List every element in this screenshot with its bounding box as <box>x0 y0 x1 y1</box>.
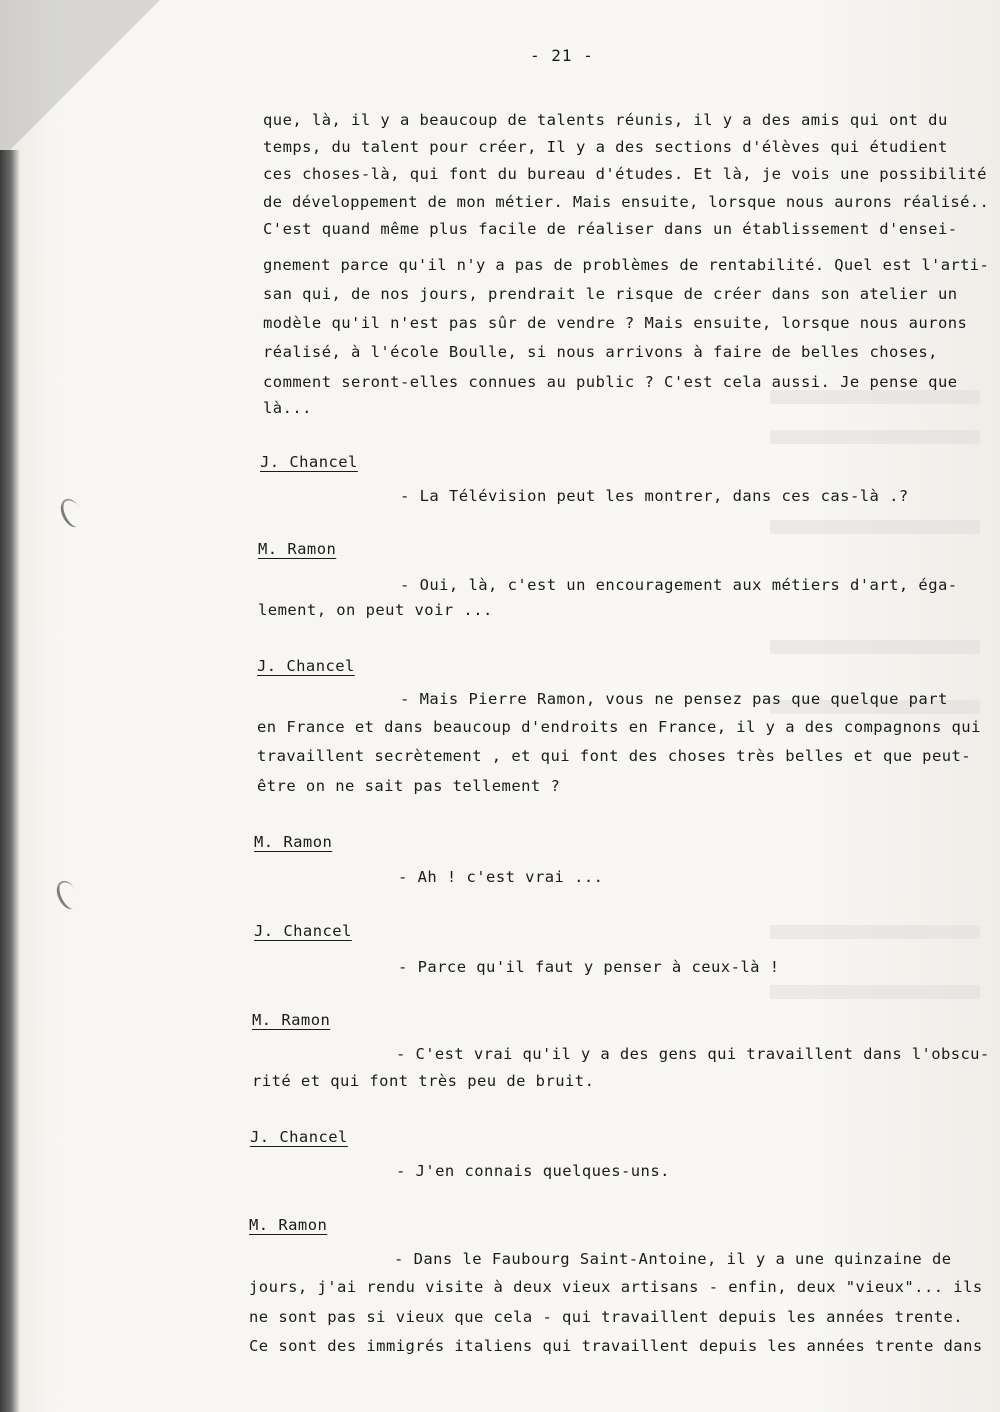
paragraph-line: que, là, il y a beaucoup de talents réunis, il y a des amis qui ont du <box>263 111 948 129</box>
paragraph-line: réalisé, à l'école Boulle, si nous arrivons à faire de belles choses, <box>263 343 938 361</box>
bleed-through-mark <box>770 640 980 654</box>
page-number: - 21 - <box>530 46 594 65</box>
dialogue-line: - Ah ! c'est vrai ... <box>398 868 604 886</box>
speaker-label: J. Chancel <box>254 922 352 940</box>
dialogue-line: en France et dans beaucoup d'endroits en France, il y a des compagnons qui <box>257 718 981 736</box>
dialogue-line: - Dans le Faubourg Saint-Antoine, il y a une quinzaine de <box>394 1250 952 1268</box>
dialogue-line: travaillent secrètement , et qui font des choses très belles et que peut- <box>257 747 972 765</box>
paragraph-line: là... <box>263 399 312 417</box>
speaker-label: J. Chancel <box>260 453 358 471</box>
paragraph-line: comment seront-elles connues au public ? C'est cela aussi. Je pense que <box>263 373 958 391</box>
dialogue-line: - La Télévision peut les montrer, dans ces cas-là .? <box>400 487 909 505</box>
paragraph-line: C'est quand même plus facile de réaliser dans un établissement d'ensei- <box>263 220 958 238</box>
dialogue-line: rité et qui font très peu de bruit. <box>252 1072 595 1090</box>
bleed-through-mark <box>770 985 980 999</box>
paragraph-line: de développement de mon métier. Mais ensuite, lorsque nous aurons réalisé.. <box>263 193 990 211</box>
speaker-label: J. Chancel <box>257 657 355 675</box>
dialogue-line: Ce sont des immigrés italiens qui travaillent depuis les années trente dans <box>249 1337 983 1355</box>
dialogue-line: ne sont pas si vieux que cela - qui travaillent depuis les années trente. <box>249 1308 964 1326</box>
dialogue-line: - Oui, là, c'est un encouragement aux métiers d'art, éga- <box>400 576 958 594</box>
paragraph-line: temps, du talent pour créer, Il y a des sections d'élèves qui étudient <box>263 138 948 156</box>
speaker-label: M. Ramon <box>249 1216 328 1234</box>
dialogue-line: être on ne sait pas tellement ? <box>257 777 561 795</box>
dialogue-line: - Parce qu'il faut y penser à ceux-là ! <box>398 958 780 976</box>
speaker-label: M. Ramon <box>252 1011 331 1029</box>
punch-hole-mark <box>53 877 83 912</box>
bleed-through-mark <box>770 925 980 939</box>
folded-corner-shadow <box>0 0 160 160</box>
speaker-label: M. Ramon <box>258 540 337 558</box>
paragraph-line: modèle qu'il n'est pas sûr de vendre ? Mais ensuite, lorsque nous aurons <box>263 314 968 332</box>
speaker-label: M. Ramon <box>254 833 333 851</box>
dialogue-line: jours, j'ai rendu visite à deux vieux artisans - enfin, deux "vieux"... ils <box>249 1278 983 1296</box>
bleed-through-mark <box>770 520 980 534</box>
dialogue-line: - J'en connais quelques-uns. <box>396 1162 670 1180</box>
speaker-label: J. Chancel <box>250 1128 348 1146</box>
paragraph-line: ces choses-là, qui font du bureau d'études. Et là, je vois une possibilité <box>263 165 987 183</box>
punch-hole-mark <box>57 495 87 530</box>
bleed-through-mark <box>770 430 980 444</box>
paragraph-line: gnement parce qu'il n'y a pas de problèmes de rentabilité. Quel est l'arti- <box>263 256 990 274</box>
scan-edge-shadow <box>0 150 20 1412</box>
dialogue-line: - Mais Pierre Ramon, vous ne pensez pas que quelque part <box>400 690 948 708</box>
paragraph-line: san qui, de nos jours, prendrait le risque de créer dans son atelier un <box>263 285 958 303</box>
dialogue-line: lement, on peut voir ... <box>258 601 493 619</box>
bleed-through-mark <box>770 390 980 404</box>
dialogue-line: - C'est vrai qu'il y a des gens qui travaillent dans l'obscu- <box>396 1045 990 1063</box>
